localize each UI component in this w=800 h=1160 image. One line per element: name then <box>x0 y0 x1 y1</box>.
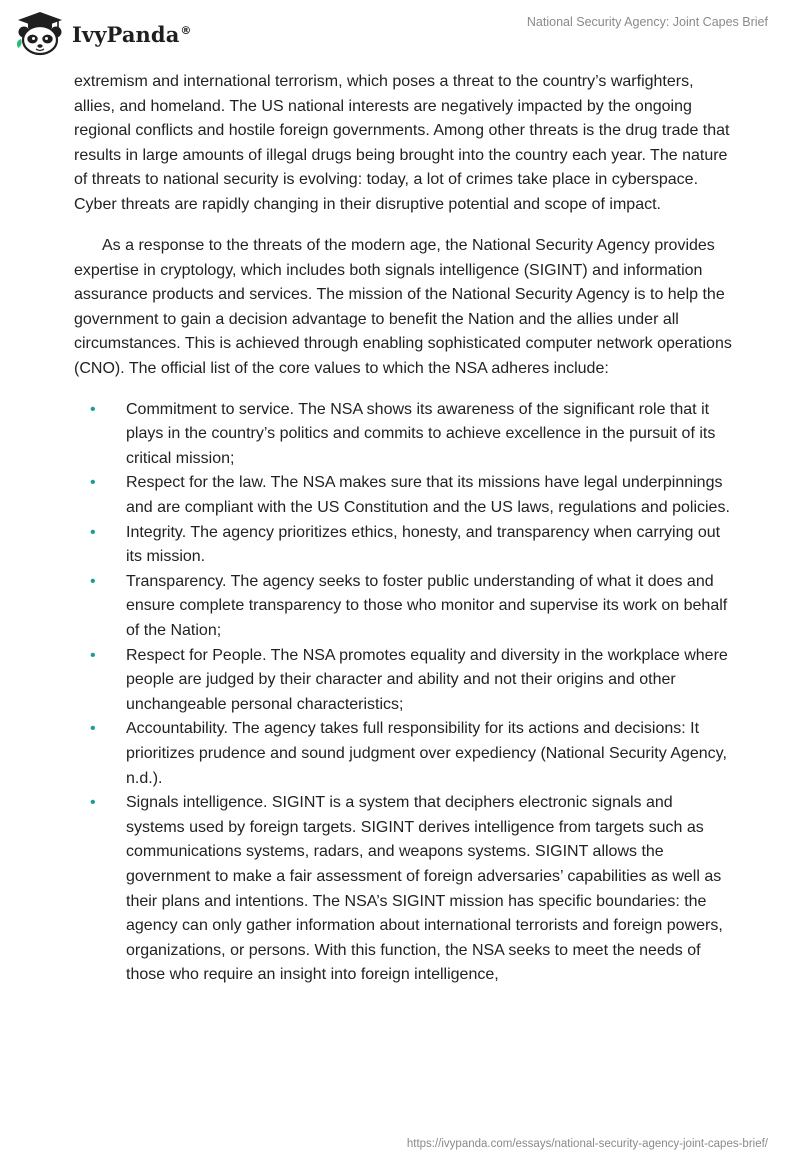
list-item <box>74 644 734 718</box>
footer-url[interactable]: https://ivypanda.com/essays/national-security-agency-joint-capes-brief/ <box>406 1138 768 1150</box>
bullet-icon: • <box>90 572 96 590</box>
document-title: National Security Agency: Joint Capes Brief <box>526 15 768 29</box>
list-item <box>74 398 734 472</box>
list-item-text: Signals intelligence. SIGINT is a system that deciphers electronic signals and systems used by foreign targets. SIGINT derives intelligence from targets such as communications systems, radars, and weapons systems. SIGINT allows the government to make a fair assessment of foreign adversaries’ capabilities as well as their plans and intentions. The NSA’s SIGINT mission has specific boundaries: the agency can only gather information about international terrorists and foreign powers, organizations, or persons. With this function, the NSA seeks to meet the needs of those who require an insight into foreign intelligence, <box>126 794 723 984</box>
bullet-icon: • <box>90 474 96 492</box>
logo-wordmark <box>72 22 192 47</box>
paragraph-2: As a response to the threats of the modern age, the National Security Agency provides expertise in cryptology, which includes both signals intelligence (SIGINT) and information assurance products and services. The mission of the National Security Agency is to help the government to gain a decision advantage to benefit the Nation and the allies under all circumstances. This is achieved through enabling sophisticated computer network operations (CNO). The official list of the core values to which the NSA adheres include: <box>74 237 732 378</box>
list-item <box>74 717 734 791</box>
core-values-list <box>74 398 734 988</box>
list-item-text: Respect for the law. The NSA makes sure that its missions have legal underpinnings and are compliant with the US Constitution and the US laws, regulations and policies. <box>126 474 730 516</box>
list-item <box>74 570 734 644</box>
list-item <box>74 471 734 520</box>
list-item-text: Accountability. The agency takes full responsibility for its actions and decisions: It prioritizes prudence and sound judgment over expediency (National Security Agency, n.d.). <box>126 720 727 787</box>
essay-content <box>74 70 734 988</box>
bullet-icon: • <box>90 523 96 541</box>
registered-mark: ® <box>180 23 192 37</box>
ivypanda-logo[interactable] <box>14 10 192 56</box>
list-item-text: Transparency. The agency seeks to foster public understanding of what it does and ensure complete transparency to those who monitor and supervise its work on behalf of the Nation; <box>126 572 728 639</box>
page-header <box>0 0 800 62</box>
list-item <box>74 521 734 570</box>
list-item <box>74 791 734 988</box>
logo-text: IvyPanda <box>72 21 180 47</box>
list-item-text: Integrity. The agency prioritizes ethics, honesty, and transparency when carrying out its mission. <box>126 523 721 566</box>
paragraph-1: extremism and international terrorism, which poses a threat to the country’s warfighters, allies, and homeland. The US national interests are negatively impacted by the ongoing regional conflicts and hostile foreign governments. Among other threats is the drug trade that results in large amounts of illegal drugs being brought into the country each year. The nature of threats to national security is evolving: today, a lot of crimes take place in cyberspace. Cyber threats are rapidly changing in their disruptive potential and scope of impact. <box>74 73 730 213</box>
panda-graduate-icon <box>14 10 66 56</box>
bullet-icon: • <box>90 720 96 738</box>
bullet-icon: • <box>90 646 96 664</box>
bullet-icon: • <box>90 794 96 812</box>
list-item-text: Commitment to service. The NSA shows its awareness of the significant role that it plays in the country’s politics and commits to achieve excellence in the pursuit of its critical mission; <box>126 400 716 467</box>
bullet-icon: • <box>90 400 96 418</box>
list-item-text: Respect for People. The NSA promotes equality and diversity in the workplace where people are judged by their character and ability and not their origins and other unchangeable personal characteristics; <box>126 646 728 713</box>
